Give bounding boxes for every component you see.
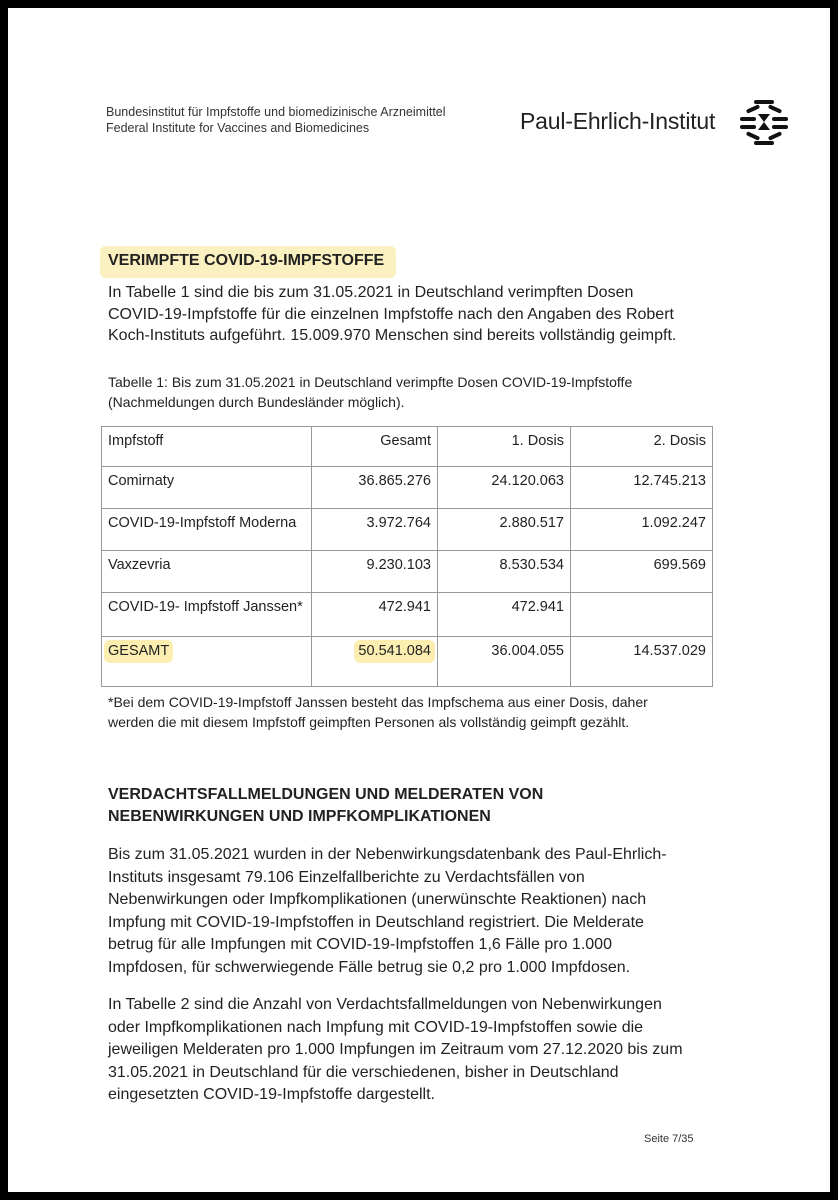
footnote-line: *Bei dem COVID-19-Impfstoff Janssen besteht das Impfschema aus einer Dosis, daher [108, 694, 648, 710]
paragraph-line: Impfung mit COVID-19-Impfstoffen in Deutschland registriert. Die Melderate [108, 913, 644, 931]
vaccination-table [101, 426, 713, 687]
page-number: Seite 7/35 [644, 1133, 694, 1145]
brand-name: Paul-Ehrlich-Institut [520, 108, 716, 134]
pei-logo-icon [738, 98, 790, 148]
section-heading-reports [108, 784, 543, 828]
institute-name-de: Bundesinstitut für Impfstoffe und biomedizinische Arzneimittel [106, 105, 446, 119]
paragraph-line: betrug für alle Impfungen mit COVID-19-Impfstoffen 1,6 Fälle pro 1.000 [108, 936, 612, 953]
total-value-highlight: 50.541.084 [354, 640, 435, 663]
table-cell: 472.941 [312, 593, 438, 637]
footnote-line: werden die mit diesem Impfstoff geimpften Personen als vollständig geimpft gezählt. [108, 714, 630, 730]
paragraph-line: Instituts insgesamt 79.106 Einzelfallberichte zu Verdachtsfällen von [108, 868, 585, 886]
intro-line: In Tabelle 1 sind die bis zum 31.05.2021 in Deutschland verimpften Dosen [108, 284, 634, 301]
table-cell: 699.569 [571, 551, 713, 593]
table-cell: 9.230.103 [312, 551, 438, 593]
heading-line: NEBENWIRKUNGEN UND IMPFKOMPLIKATIONEN [108, 808, 491, 825]
table-cell: 1.092.247 [571, 509, 713, 551]
table-cell: Vaxzevria [102, 551, 312, 593]
institute-name-en: Federal Institute for Vaccines and Biomedicines [106, 121, 370, 135]
paragraph-line: eingesetzten COVID-19-Impfstoffe dargestellt. [108, 1086, 435, 1103]
table-cell: 472.941 [438, 593, 571, 637]
header-cell: 1. Dosis [438, 427, 571, 467]
table-row [102, 509, 713, 551]
heading-line: VERDACHTSFALLMELDUNGEN UND MELDERATEN VON [108, 786, 544, 803]
header-cell: Gesamt [312, 427, 438, 467]
table-row [102, 467, 713, 509]
table-cell: 24.120.063 [438, 467, 571, 509]
total-label-highlight: GESAMT [104, 640, 173, 663]
intro-paragraph [108, 282, 676, 347]
table-caption [108, 373, 632, 412]
paragraph-line: jeweiligen Melderaten pro 1.000 Impfungen im Zeitraum vom 27.12.2020 bis zum [108, 1041, 683, 1058]
table2-intro-paragraph [108, 994, 683, 1107]
table-row [102, 593, 713, 637]
table-total-row [102, 637, 713, 687]
institute-name [106, 104, 446, 136]
paragraph-line: oder Impfkomplikationen nach Impfung mit COVID-19-Impfstoffen sowie die [108, 1018, 644, 1036]
paragraph-line: In Tabelle 2 sind die Anzahl von Verdachtsfallmeldungen von Nebenwirkungen [108, 996, 662, 1013]
table-cell: COVID-19- Impfstoff Janssen* [102, 593, 312, 637]
table-cell [571, 593, 713, 637]
table-cell: 14.537.029 [571, 637, 713, 687]
intro-line: Koch-Instituts aufgeführt. 15.009.970 Menschen sind bereits vollständig geimpft. [108, 327, 677, 344]
table-cell: 36.865.276 [312, 467, 438, 509]
table-cell: Comirnaty [102, 467, 312, 509]
paragraph-line: Nebenwirkungen oder Impfkomplikationen (unerwünschte Reaktionen) nach [108, 891, 647, 908]
table-cell: 8.530.534 [438, 551, 571, 593]
header-cell: 2. Dosis [571, 427, 713, 467]
section-heading-vaccines: VERIMPFTE COVID-19-IMPFSTOFFE [100, 246, 396, 278]
paragraph-line: Bis zum 31.05.2021 wurden in der Nebenwirkungsdatenbank des Paul-Ehrlich- [108, 846, 667, 863]
table-cell: 3.972.764 [312, 509, 438, 551]
table-cell: 36.004.055 [438, 637, 571, 687]
header-cell: Impfstoff [102, 427, 312, 467]
table-footnote [108, 692, 648, 732]
reports-paragraph [108, 844, 667, 979]
table-cell: 2.880.517 [438, 509, 571, 551]
table-cell: 12.745.213 [571, 467, 713, 509]
paragraph-line: 31.05.2021 in Deutschland für die verschiedenen, bisher in Deutschland [108, 1063, 619, 1081]
table-row [102, 551, 713, 593]
document-page [8, 8, 830, 1192]
table-header-row [102, 427, 713, 467]
caption-line: (Nachmeldungen durch Bundesländer möglich). [108, 393, 405, 410]
intro-line: COVID-19-Impfstoffe für die einzelnen Impfstoffe nach den Angaben des Robert [108, 305, 674, 323]
table-cell: COVID-19-Impfstoff Moderna [102, 509, 312, 551]
caption-line: Tabelle 1: Bis zum 31.05.2021 in Deutschland verimpfte Dosen COVID-19-Impfstoffe [108, 374, 633, 390]
paragraph-line: Impfdosen, für schwerwiegende Fälle betrug sie 0,2 pro 1.000 Impfdosen. [108, 958, 631, 976]
